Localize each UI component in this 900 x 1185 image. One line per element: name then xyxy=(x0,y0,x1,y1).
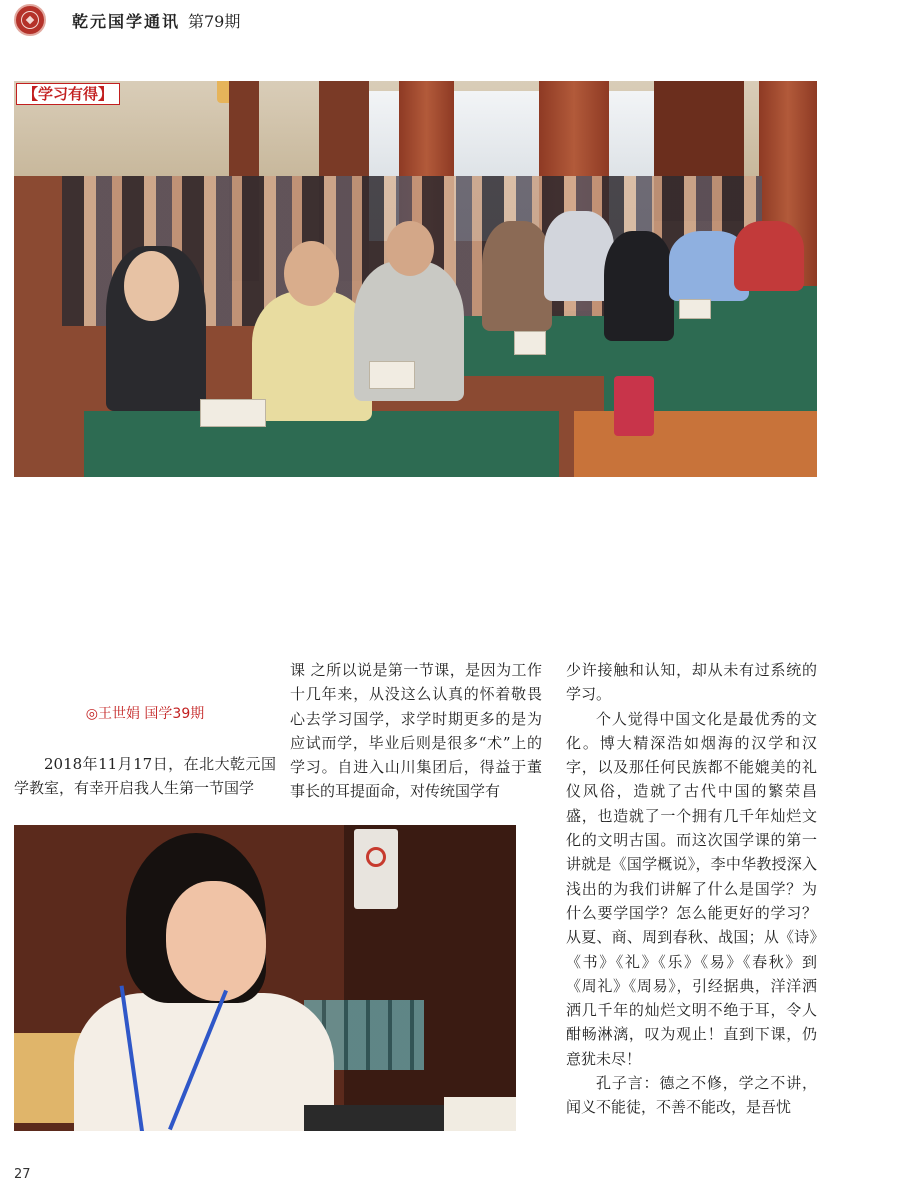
section-tag: 【学习有得】 xyxy=(16,83,120,105)
portrait-photo xyxy=(14,825,516,1131)
paragraph: 个人觉得中国文化是最优秀的文化。博大精深浩如烟海的汉学和汉字，以及那任何民族都不能媲美的礼仪风俗，造就了古代中国的繁荣昌盛，也造就了一个拥有几千年灿烂文化的文明古国。而这次国学课的第一讲就是《国学概说》，李中华教授深入浅出的为我们讲解了什么是国学？为什么要学国学？怎么能更好的学习？从夏、商、周到春秋、战国；从《诗》《书》《礼》《乐》《易》《春秋》到《周礼》《周易》，引经据典，洋洋洒洒几千年的灿烂文明不绝于耳，令人酣畅淋漓，叹为观止！直到下课，仍意犹未尽！ xyxy=(566,709,817,1068)
text-column-3 xyxy=(566,658,817,1120)
text-column-2 xyxy=(290,658,542,804)
paragraph: 少许接触和认知，却从未有过系统的学习。 xyxy=(566,661,817,704)
paragraph: 孔子言：德之不修，学之不讲，闻义不能徒，不善不能改，是吾忧 xyxy=(566,1074,817,1117)
paragraph: 2018年11月17日，在北大乾元国学教室，有幸开启我人生第一节国学 xyxy=(14,755,276,798)
paragraph: 课 之所以说是第一节课，是因为工作十几年来，从没这么认真的怀着敬畏心去学习国学，求学时期更多的是为应试而学，毕业后则是很多“术”上的学习。自进入山川集团后，得益于董事长的耳提面命，对传统国学有 xyxy=(290,661,542,801)
page-header xyxy=(0,0,900,44)
article-byline: ◎王世娟 国学39期 xyxy=(85,706,205,722)
classroom-photo xyxy=(14,81,817,477)
issue-number: 第79期 xyxy=(188,12,241,31)
page-number: 27 xyxy=(14,1167,31,1182)
text-column-1 xyxy=(14,752,276,801)
publication-title: 乾元国学通讯 xyxy=(72,12,181,31)
seal-logo-icon xyxy=(14,4,46,36)
